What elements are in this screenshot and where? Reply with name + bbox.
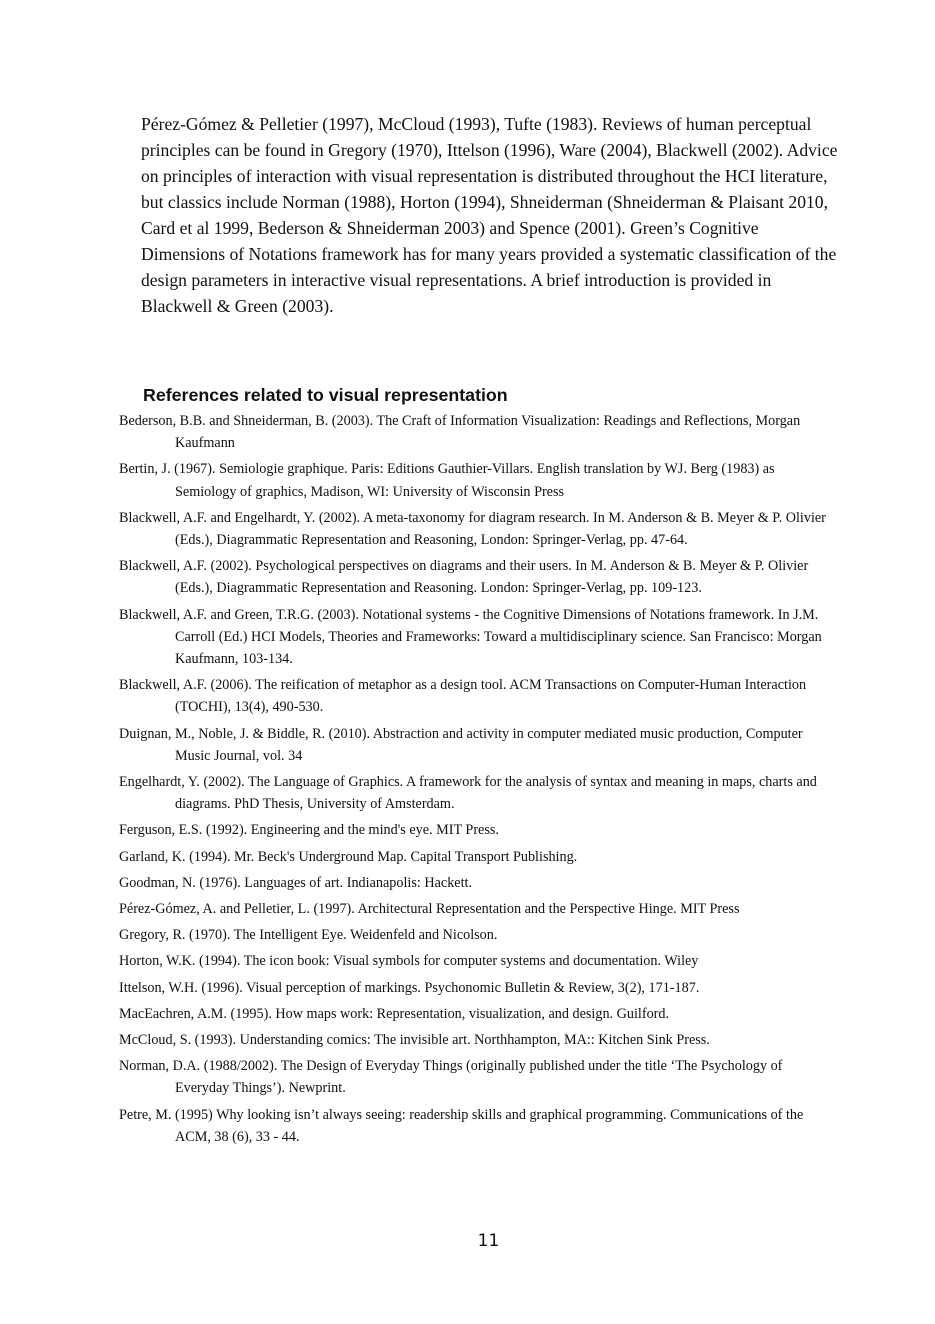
reference-item: Blackwell, A.F. and Engelhardt, Y. (2002). A meta-taxonomy for diagram research. In M. Anderson & B. Meyer & P. Olivier (Eds.), Diagrammatic Representation and Reasoning, London: Springer-Verlag, pp. 47-64. (119, 509, 826, 549)
reference-item: Gregory, R. (1970). The Intelligent Eye. Weidenfeld and Nicolson. (119, 927, 498, 944)
reference-item: Duignan, M., Noble, J. & Biddle, R. (2010). Abstraction and activity in computer mediated music production, Computer Music Journal, vol. 34 (119, 725, 803, 764)
reference-item: Petre, M. (1995) Why looking isn’t always seeing: readership skills and graphical programming. Communications of the ACM, 38 (6), 33 - 44. (119, 1106, 804, 1145)
reference-item: MacEachren, A.M. (1995). How maps work: Representation, visualization, and design. Guilford. (119, 1005, 670, 1022)
reference-item: Bederson, B.B. and Shneiderman, B. (2003). The Craft of Information Visualization: Readings and Reflections, Morgan Kaufmann (119, 413, 801, 452)
reference-item: Bertin, J. (1967). Semiologie graphique. Paris: Editions Gauthier-Villars. English translation by WJ. Berg (1983) as Semiology of graphics, Madison, WI: University of Wisconsin Press (119, 461, 775, 500)
reference-item: Ferguson, E.S. (1992). Engineering and the mind's eye. MIT Press. (119, 822, 499, 839)
reference-item: Blackwell, A.F. (2006). The reification of metaphor as a design tool. ACM Transactions on Computer-Human Interaction (TOCHI), 13(4), 490-530. (119, 677, 807, 716)
page-number: 11 (477, 1231, 500, 1251)
reference-item: Blackwell, A.F. and Green, T.R.G. (2003). Notational systems - the Cognitive Dimensions of Notations framework. In J.M. Carroll (Ed.) HCI Models, Theories and Frameworks: Toward a multidisciplinary science. San Francisco: Morgan Kaufmann, 103-134. (119, 606, 822, 668)
reference-item: Ittelson, W.H. (1996). Visual perception of markings. Psychonomic Bulletin & Review, 3(2), 171-187. (119, 979, 700, 996)
reference-item: Engelhardt, Y. (2002). The Language of Graphics. A framework for the analysis of syntax and meaning in maps, charts and diagrams. PhD Thesis, University of Amsterdam. (119, 774, 817, 813)
reference-list (119, 410, 839, 1152)
reference-item: McCloud, S. (1993). Understanding comics: The invisible art. Northhampton, MA:: Kitchen Sink Press. (119, 1032, 710, 1049)
section-heading: References related to visual representation (143, 385, 508, 405)
reference-item: Horton, W.K. (1994). The icon book: Visual symbols for computer systems and documentation. Wiley (119, 953, 699, 970)
intro-paragraph: Pérez-Gómez & Pelletier (1997), McCloud (1993), Tufte (1983). Reviews of human perceptual principles can be found in Gregory (1970), Ittelson (1996), Ware (2004), Blackwell (2002). Advice on principles of interaction with visual representation is distributed throughout the HCI literature, but classics include Norman (1988), Horton (1994), Shneiderman (Shneiderman & Plaisant 2010, Card et al 1999, Bederson & Shneiderman 2003) and Spence (2001). Green’s Cognitive Dimensions of Notations framework has for many years provided a systematic classification of the design parameters in interactive visual representations. A brief introduction is provided in Blackwell & Green (2003). (141, 114, 838, 316)
reference-item: Norman, D.A. (1988/2002). The Design of Everyday Things (originally published under the title ‘The Psychology of Everyday Things’). Newprint. (119, 1058, 783, 1097)
reference-item: Blackwell, A.F. (2002). Psychological perspectives on diagrams and their users. In M. Anderson & B. Meyer & P. Olivier (Eds.), Diagrammatic Representation and Reasoning. London: Springer-Verlag, pp. 109-123. (119, 558, 809, 597)
reference-item: Pérez-Gómez, A. and Pelletier, L. (1997). Architectural Representation and the Perspective Hinge. MIT Press (119, 901, 740, 918)
reference-item: Garland, K. (1994). Mr. Beck's Underground Map. Capital Transport Publishing. (119, 848, 578, 865)
reference-item: Goodman, N. (1976). Languages of art. Indianapolis: Hackett. (119, 874, 473, 891)
